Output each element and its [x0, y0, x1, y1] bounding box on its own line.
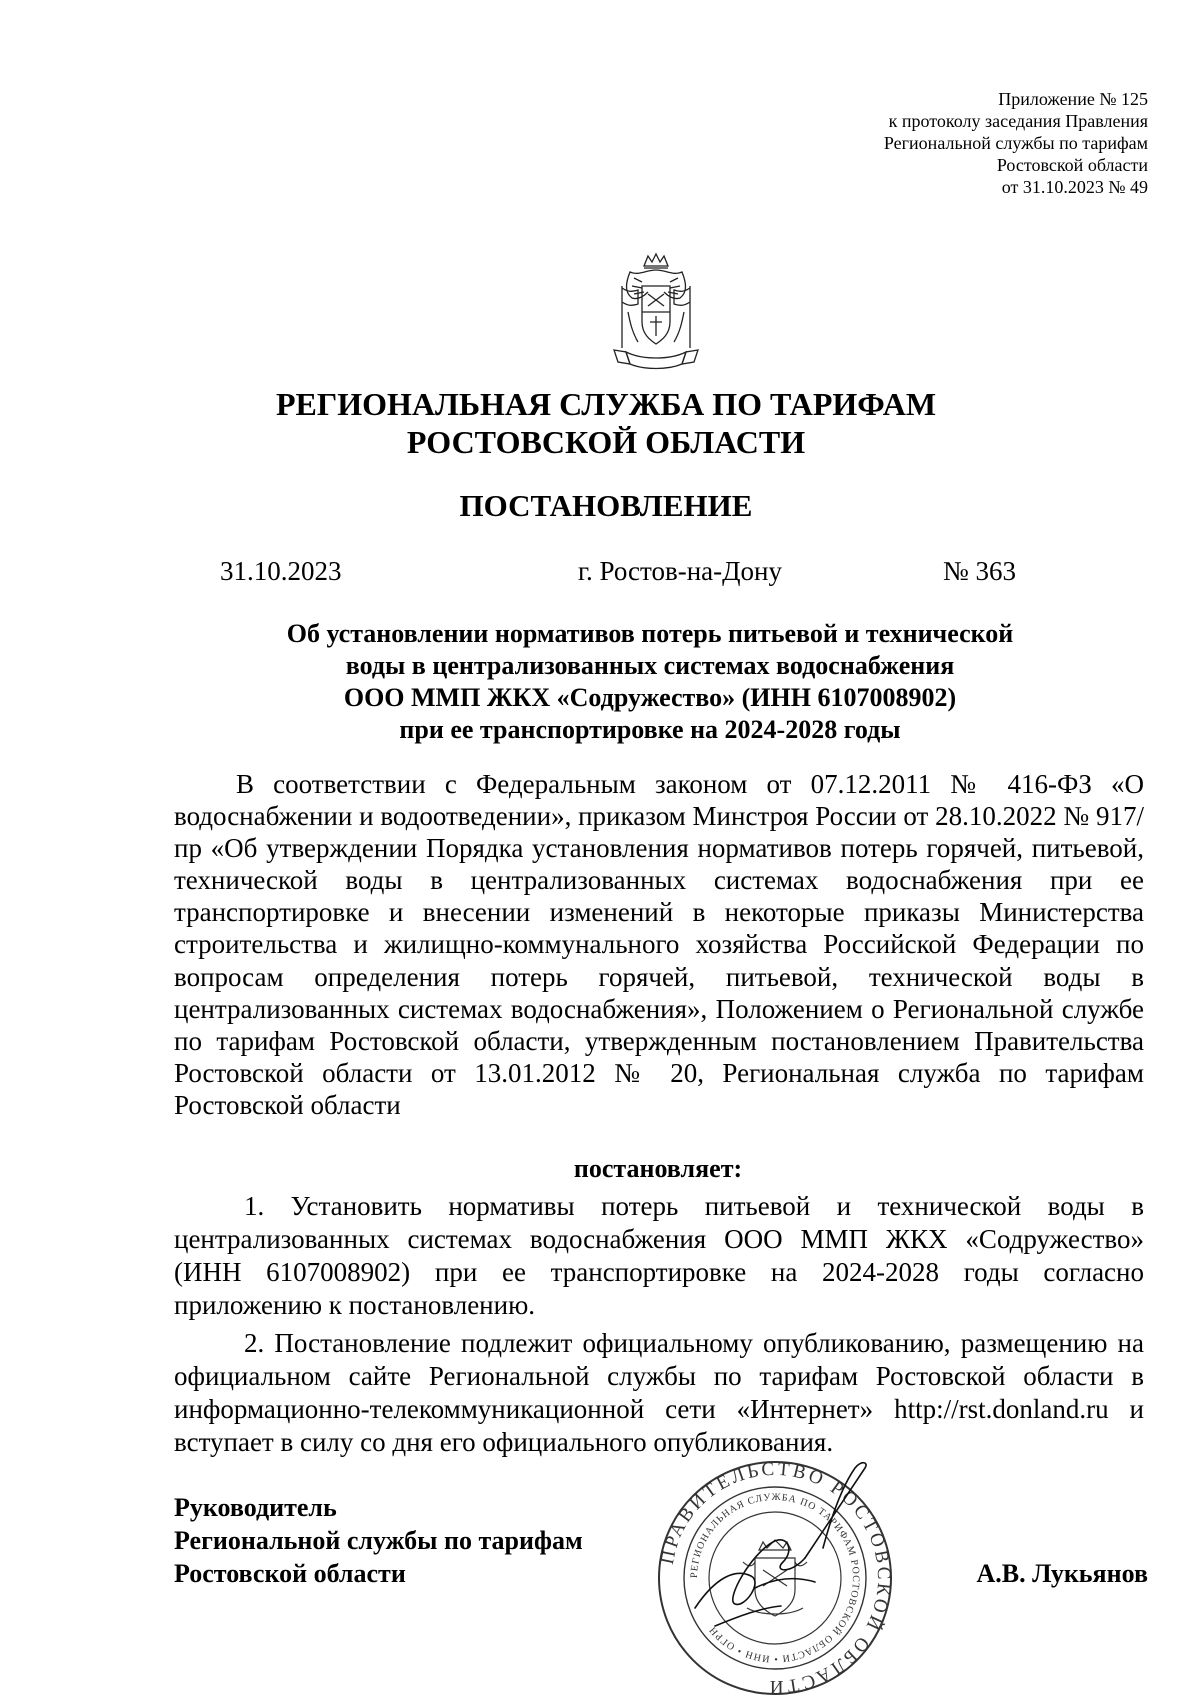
document-number: № 363: [943, 556, 1017, 586]
subject-line: воды в централизованных системах водоснабжения: [345, 651, 955, 680]
document-city: г. Ростов-на-Дону: [578, 556, 783, 586]
signer-title-line: Руководитель: [174, 1493, 337, 1522]
official-stamp: [655, 1458, 895, 1698]
subject-line: ООО ММП ЖКХ «Содружество» (ИНН 6107008902): [343, 683, 957, 712]
annex-line: Ростовской области: [996, 155, 1148, 175]
signer-title-line: Ростовской области: [174, 1559, 406, 1588]
document-type-heading: ПОСТАНОВЛЕНИЕ: [459, 488, 753, 523]
resolution-item-2: 2. Постановление подлежит официальному опубликованию, размещению на официальном сайте Региональной службы по тарифам Ростовской области в информационно-телекоммуникационной сети «Интернет» http://rst.donland.ru и вступает в силу со дня его официального опубликования.: [174, 1328, 1144, 1457]
annex-line: Региональной службы по тарифам: [883, 133, 1148, 153]
subject-line: Об установлении нормативов потерь питьевой и технической: [286, 619, 1014, 648]
coat-of-arms-icon: [608, 252, 704, 372]
resolution-item-1: 1. Установить нормативы потерь питьевой и технической воды в централизованных системах водоснабжения ООО ММП ЖКХ «Содружество» (ИНН 6107008902) при ее транспортировке на 2024-2028 годы согласно приложению к постановлению.: [174, 1191, 1144, 1320]
signer-name: А.В. Лукьянов: [976, 1559, 1148, 1588]
annex-line: от 31.10.2023 № 49: [1001, 177, 1148, 197]
organization-title: [0, 385, 1200, 461]
annex-reference: [728, 88, 1148, 198]
document-subject: [200, 618, 1100, 746]
preamble-paragraph: В соответствии с Федеральным законом от 07.12.2011 № 416-ФЗ «О водоснабжении и водоотведении», приказом Минстроя России от 28.10.2022 № 917/пр «Об утверждении Порядка установления нормативов потерь горячей, питьевой, технической воды в централизованных системах водоснабжения при ее транспортировке и внесении изменений в некоторые приказы Министерства строительства и жилищно-коммунального хозяйства Российской Федерации по вопросам определения потерь горячей, питьевой, технической воды в централизованных системах водоснабжения», Положением о Региональной службе по тарифам Ростовской области, утвержденным постановлением Правительства Ростовской области от 13.01.2012 № 20, Региональная служба по тарифам Ростовской области: [174, 769, 1144, 1120]
annex-line: Приложение № 125: [998, 89, 1148, 109]
subject-line: при ее транспортировке на 2024-2028 годы: [399, 715, 901, 744]
organization-title-line: РЕГИОНАЛЬНАЯ СЛУЖБА ПО ТАРИФАМ: [275, 386, 937, 422]
decides-heading: постановляет:: [573, 1154, 743, 1183]
signer-title-line: Региональной службы по тарифам: [174, 1526, 583, 1555]
organization-title-line: РОСТОВСКОЙ ОБЛАСТИ: [406, 424, 806, 460]
stamp-outer-text: ПРАВИТЕЛЬСТВО РОСТОВСКОЙ ОБЛАСТИ: [656, 1458, 895, 1698]
annex-line: к протоколу заседания Правления: [888, 111, 1148, 131]
signer-title: [174, 1491, 694, 1590]
document-date: 31.10.2023: [220, 556, 342, 586]
stamp-inner-text: РЕГИОНАЛЬНАЯ СЛУЖБА ПО ТАРИФАМ РОСТОВСКОЙ ОБЛАСТИ • ИНН • ОГРН: [688, 1491, 862, 1665]
